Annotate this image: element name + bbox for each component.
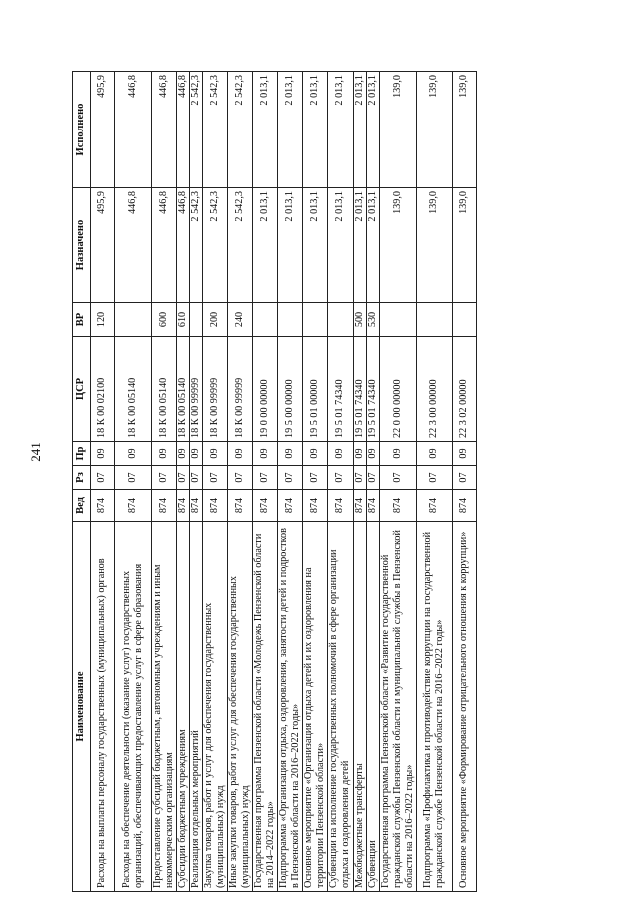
cell-vr [416,303,452,337]
cell-naznacheno: 2 013,1 [353,188,366,303]
cell-csr: 19 5 01 74340 [328,337,353,442]
cell-ved: 874 [353,490,366,522]
cell-ispolneno: 2 542,3 [190,72,203,188]
page-number: 241 [28,442,43,462]
table-row [278,72,303,892]
cell-ispolneno: 2 013,1 [328,72,353,188]
cell-naznacheno: 2 013,1 [303,188,328,303]
cell-rz: 07 [452,466,476,490]
cell-name: Субвенции на исполнение государственных полномочий в сфере организации отдыха и оздоровления детей [328,522,353,892]
cell-pr: 09 [353,442,366,466]
cell-pr: 09 [152,442,177,466]
cell-ispolneno: 495,9 [91,72,115,188]
table-row [115,72,152,892]
cell-name: Подпрограмма «Профилактика и противодействие коррупции на государственной гражданской службе Пензенской области на 2016–2022 годы» [416,522,452,892]
cell-pr: 09 [228,442,253,466]
cell-ved: 874 [152,490,177,522]
cell-naznacheno: 2 013,1 [366,188,379,303]
cell-naznacheno: 446,8 [115,188,152,303]
cell-naznacheno: 139,0 [379,188,416,303]
cell-vr: 530 [366,303,379,337]
budget-table [72,71,477,892]
cell-naznacheno: 2 013,1 [278,188,303,303]
cell-rz: 07 [177,466,190,490]
cell-vr [303,303,328,337]
cell-ved: 874 [379,490,416,522]
table-row [353,72,366,892]
cell-csr: 19 5 01 00000 [303,337,328,442]
cell-vr: 500 [353,303,366,337]
cell-rz: 07 [152,466,177,490]
cell-ved: 874 [203,490,228,522]
cell-csr: 18 К 00 05140 [177,337,190,442]
cell-rz: 07 [228,466,253,490]
cell-vr: 240 [228,303,253,337]
cell-pr: 09 [379,442,416,466]
table-row [91,72,115,892]
cell-csr: 18 К 00 99999 [190,337,203,442]
cell-vr: 600 [152,303,177,337]
cell-ispolneno: 2 013,1 [278,72,303,188]
table-row [366,72,379,892]
cell-rz: 07 [416,466,452,490]
cell-csr: 18 К 00 02100 [91,337,115,442]
cell-pr: 09 [253,442,278,466]
cell-name: Предоставление субсидий бюджетным, автономным учреждениям и иным некоммерческим организациям [152,522,177,892]
cell-csr: 19 5 00 00000 [278,337,303,442]
cell-ispolneno: 2 013,1 [353,72,366,188]
cell-csr: 22 3 00 00000 [416,337,452,442]
cell-csr: 18 К 00 99999 [228,337,253,442]
cell-ved: 874 [228,490,253,522]
cell-pr: 09 [328,442,353,466]
cell-ved: 874 [366,490,379,522]
cell-name: Расходы на обеспечение деятельности (оказание услуг) государственных организаций, обеспечивающих предоставление услуг в сфере образования [115,522,152,892]
header-ispolneno: Исполнено [73,72,91,188]
cell-pr: 09 [190,442,203,466]
cell-naznacheno: 2 013,1 [328,188,353,303]
cell-naznacheno: 446,8 [177,188,190,303]
cell-csr: 18 К 00 99999 [203,337,228,442]
cell-ved: 874 [278,490,303,522]
cell-name: Основное мероприятие «Формирование отрицательного отношения к коррупции» [452,522,476,892]
cell-vr: 610 [177,303,190,337]
cell-rz: 07 [253,466,278,490]
table-row [203,72,228,892]
cell-pr: 09 [303,442,328,466]
table-row [328,72,353,892]
cell-vr [278,303,303,337]
cell-pr: 09 [177,442,190,466]
cell-rz: 07 [91,466,115,490]
cell-vr: 200 [203,303,228,337]
cell-vr [452,303,476,337]
header-name: Наименование [73,522,91,892]
cell-pr: 09 [278,442,303,466]
cell-rz: 07 [115,466,152,490]
cell-name: Основное мероприятие «Организация отдыха детей и их оздоровления на территории Пензенской области» [303,522,328,892]
cell-ved: 874 [328,490,353,522]
cell-vr [379,303,416,337]
table-row [379,72,416,892]
cell-name: Субсидии бюджетным учреждениям [177,522,190,892]
cell-ispolneno: 139,0 [452,72,476,188]
cell-rz: 07 [190,466,203,490]
cell-ispolneno: 2 542,3 [203,72,228,188]
cell-naznacheno: 2 542,3 [203,188,228,303]
cell-rz: 07 [203,466,228,490]
cell-vr [328,303,353,337]
cell-name: Подпрограмма «Организация отдыха, оздоровления, занятости детей и подростков в Пензенской области на 2016–2022 годы» [278,522,303,892]
table-row [190,72,203,892]
cell-vr [253,303,278,337]
header-pr: Пр [73,442,91,466]
cell-naznacheno: 139,0 [452,188,476,303]
cell-pr: 09 [115,442,152,466]
cell-ispolneno: 2 013,1 [303,72,328,188]
cell-csr: 18 К 00 05140 [115,337,152,442]
cell-csr: 19 0 00 00000 [253,337,278,442]
cell-naznacheno: 2 542,3 [228,188,253,303]
table-row [452,72,476,892]
cell-name: Государственная программа Пензенской области «Молодежь Пензенской области на 2014–2022 годы» [253,522,278,892]
cell-ispolneno: 2 013,1 [253,72,278,188]
header-rz: Рз [73,466,91,490]
cell-vr: 120 [91,303,115,337]
cell-pr: 09 [452,442,476,466]
cell-name: Закупка товаров, работ и услуг для обеспечения государственных (муниципальных) нужд [203,522,228,892]
cell-ispolneno: 446,8 [152,72,177,188]
cell-rz: 07 [328,466,353,490]
cell-ispolneno: 446,8 [177,72,190,188]
header-vr: ВР [73,303,91,337]
cell-naznacheno: 495,9 [91,188,115,303]
cell-rz: 07 [278,466,303,490]
header-naznacheno: Назначено [73,188,91,303]
cell-name: Государственная программа Пензенской области «Развитие государственной гражданской службы Пензенской области и муниципальной службы в Пензенской области на 2016–2022 годы» [379,522,416,892]
budget-table-region [72,72,632,892]
header-ved: Вед [73,490,91,522]
cell-pr: 09 [366,442,379,466]
table-body [91,72,477,892]
cell-naznacheno: 446,8 [152,188,177,303]
cell-name: Иные закупки товаров, работ и услуг для обеспечения государственных (муниципальных) нужд [228,522,253,892]
cell-rz: 07 [303,466,328,490]
table-row [253,72,278,892]
cell-naznacheno: 2 542,3 [190,188,203,303]
cell-csr: 22 0 00 00000 [379,337,416,442]
cell-rz: 07 [379,466,416,490]
cell-csr: 19 5 01 74340 [353,337,366,442]
cell-vr [115,303,152,337]
cell-csr: 19 5 01 74340 [366,337,379,442]
cell-rz: 07 [366,466,379,490]
cell-naznacheno: 139,0 [416,188,452,303]
cell-pr: 09 [203,442,228,466]
cell-vr [190,303,203,337]
cell-ved: 874 [253,490,278,522]
table-row [303,72,328,892]
cell-rz: 07 [353,466,366,490]
header-csr: ЦСР [73,337,91,442]
cell-name: Межбюджетные трансферты [353,522,366,892]
cell-ispolneno: 446,8 [115,72,152,188]
cell-name: Расходы на выплаты персоналу государственных (муниципальных) органов [91,522,115,892]
cell-ved: 874 [452,490,476,522]
cell-csr: 22 3 02 00000 [452,337,476,442]
cell-ispolneno: 139,0 [416,72,452,188]
table-row [177,72,190,892]
table-row [152,72,177,892]
cell-csr: 18 К 00 05140 [152,337,177,442]
cell-ved: 874 [303,490,328,522]
cell-ispolneno: 2 542,3 [228,72,253,188]
cell-ved: 874 [190,490,203,522]
cell-name: Субвенции [366,522,379,892]
cell-ispolneno: 2 013,1 [366,72,379,188]
cell-name: Реализация отдельных мероприятий [190,522,203,892]
cell-pr: 09 [416,442,452,466]
cell-ved: 874 [416,490,452,522]
cell-ved: 874 [91,490,115,522]
cell-naznacheno: 2 013,1 [253,188,278,303]
cell-ved: 874 [115,490,152,522]
cell-ispolneno: 139,0 [379,72,416,188]
table-row [416,72,452,892]
table-row [228,72,253,892]
cell-pr: 09 [91,442,115,466]
table-header-row [73,72,91,892]
cell-ved: 874 [177,490,190,522]
